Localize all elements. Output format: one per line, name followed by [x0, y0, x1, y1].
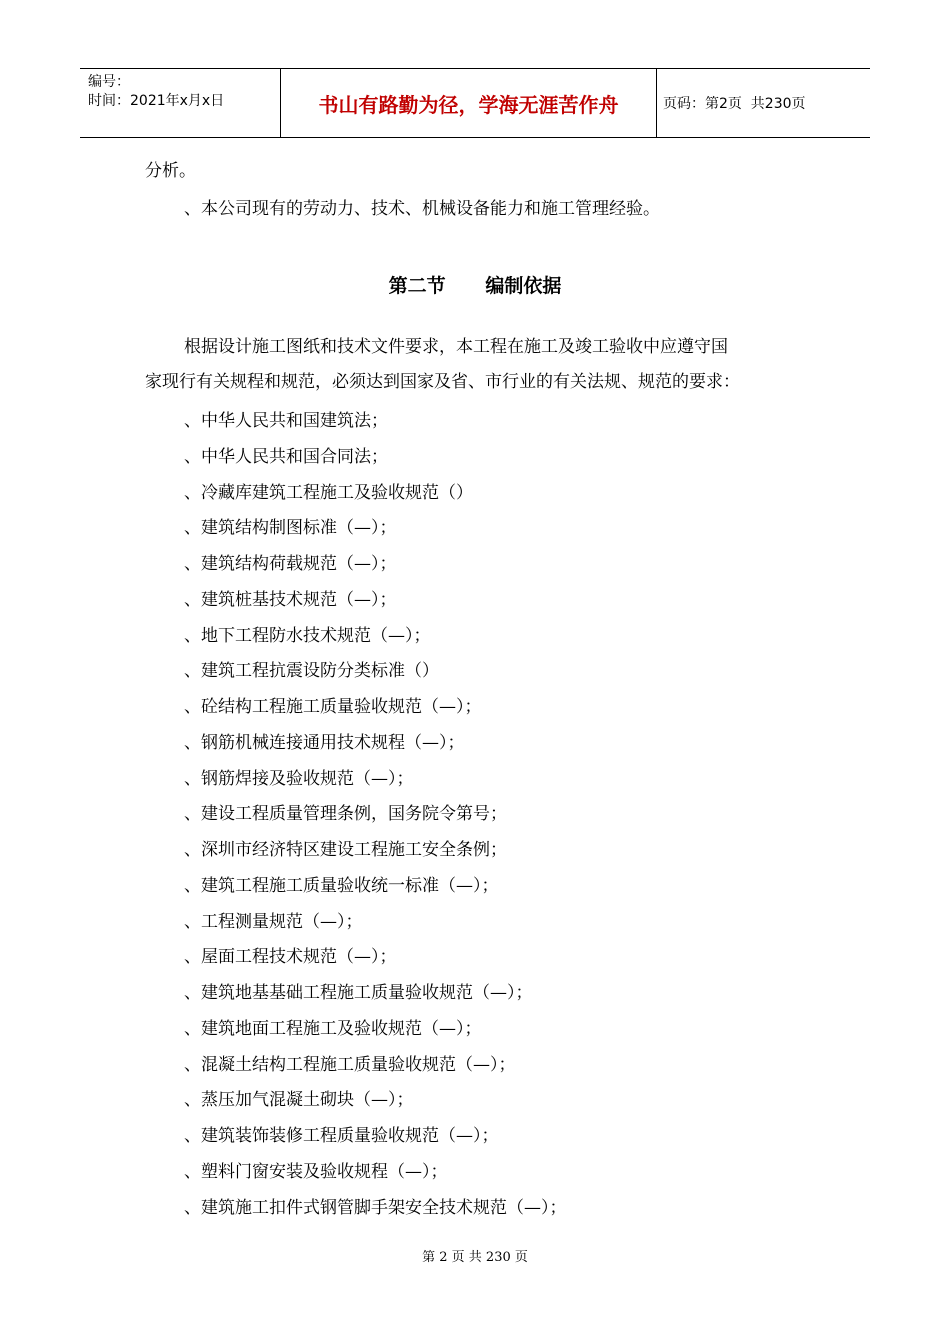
list-item: 、建筑结构荷载规范（—）；	[184, 554, 397, 574]
list-item: 、建筑桩基技术规范（—）；	[184, 589, 397, 610]
list-item: 、建设工程质量管理条例，国务院令第号；	[184, 804, 507, 825]
list-item: 、钢筋焊接及验收规范（—）；	[184, 768, 414, 789]
page-footer: 第 2 页 共 230 页	[422, 1250, 528, 1265]
list-item: 、塑料门窗安装及验收规程（—）；	[184, 1161, 448, 1182]
list-item: 、工程测量规范（—）；	[184, 911, 363, 932]
header-motto: 书山有路勤为径，学海无涯苦作舟	[281, 69, 657, 137]
list-item: 、建筑施工扣件式钢管脚手架安全技术规范（—）；	[184, 1197, 567, 1218]
intro-line-1: 根据设计施工图纸和技术文件要求，本工程在施工及竣工验收中应遵守国	[184, 337, 728, 357]
list-item: 、建筑地基基础工程施工质量验收规范（—）；	[184, 983, 533, 1003]
list-item: 、建筑工程施工质量验收统一标准（—）；	[184, 875, 499, 896]
list-item: 、建筑地面工程施工及验收规范（—）；	[184, 1018, 482, 1039]
body-line-2: 、本公司现有的劳动力、技术、机械设备能力和施工管理经验。	[184, 199, 660, 219]
list-item: 、中华人民共和国建筑法；	[184, 411, 388, 431]
list-item: 、钢筋机械连接通用技术规程（—）；	[184, 732, 465, 753]
list-item: 、地下工程防水技术规范（—）；	[184, 625, 431, 646]
list-item: 、屋面工程技术规范（—）；	[184, 947, 397, 968]
list-item: 、建筑装饰装修工程质量验收规范（—）；	[184, 1126, 499, 1146]
body-line-1: 分析。	[145, 161, 196, 181]
list-item: 、建筑结构制图标准（—）；	[184, 518, 397, 539]
list-item: 、砼结构工程施工质量验收规范（—）；	[184, 697, 482, 717]
page-info-text: 页码：第2页 共230页	[663, 96, 806, 112]
list-item: 、蒸压加气混凝土砌块（—）；	[184, 1090, 414, 1111]
time-label: 时间：2021年x月x日	[88, 93, 225, 109]
header-page-info	[657, 69, 870, 137]
list-item: 、中华人民共和国合同法；	[184, 446, 388, 467]
intro-line-2: 家现行有关规程和规范，必须达到国家及省、市行业的有关法规、规范的要求：	[145, 372, 740, 392]
section-title: 第二节 编制依据	[388, 275, 562, 297]
list-item: 、建筑工程抗震设防分类标准（）	[184, 661, 439, 682]
list-item: 、深圳市经济特区建设工程施工安全条例；	[184, 840, 507, 860]
page-header	[80, 68, 870, 138]
number-label: 编号：	[88, 74, 130, 90]
list-item: 、混凝土结构工程施工质量验收规范（—）；	[184, 1054, 516, 1075]
header-meta	[80, 69, 281, 137]
list-item: 、冷藏库建筑工程施工及验收规范（）	[184, 482, 473, 503]
regulation-list	[184, 404, 567, 1226]
